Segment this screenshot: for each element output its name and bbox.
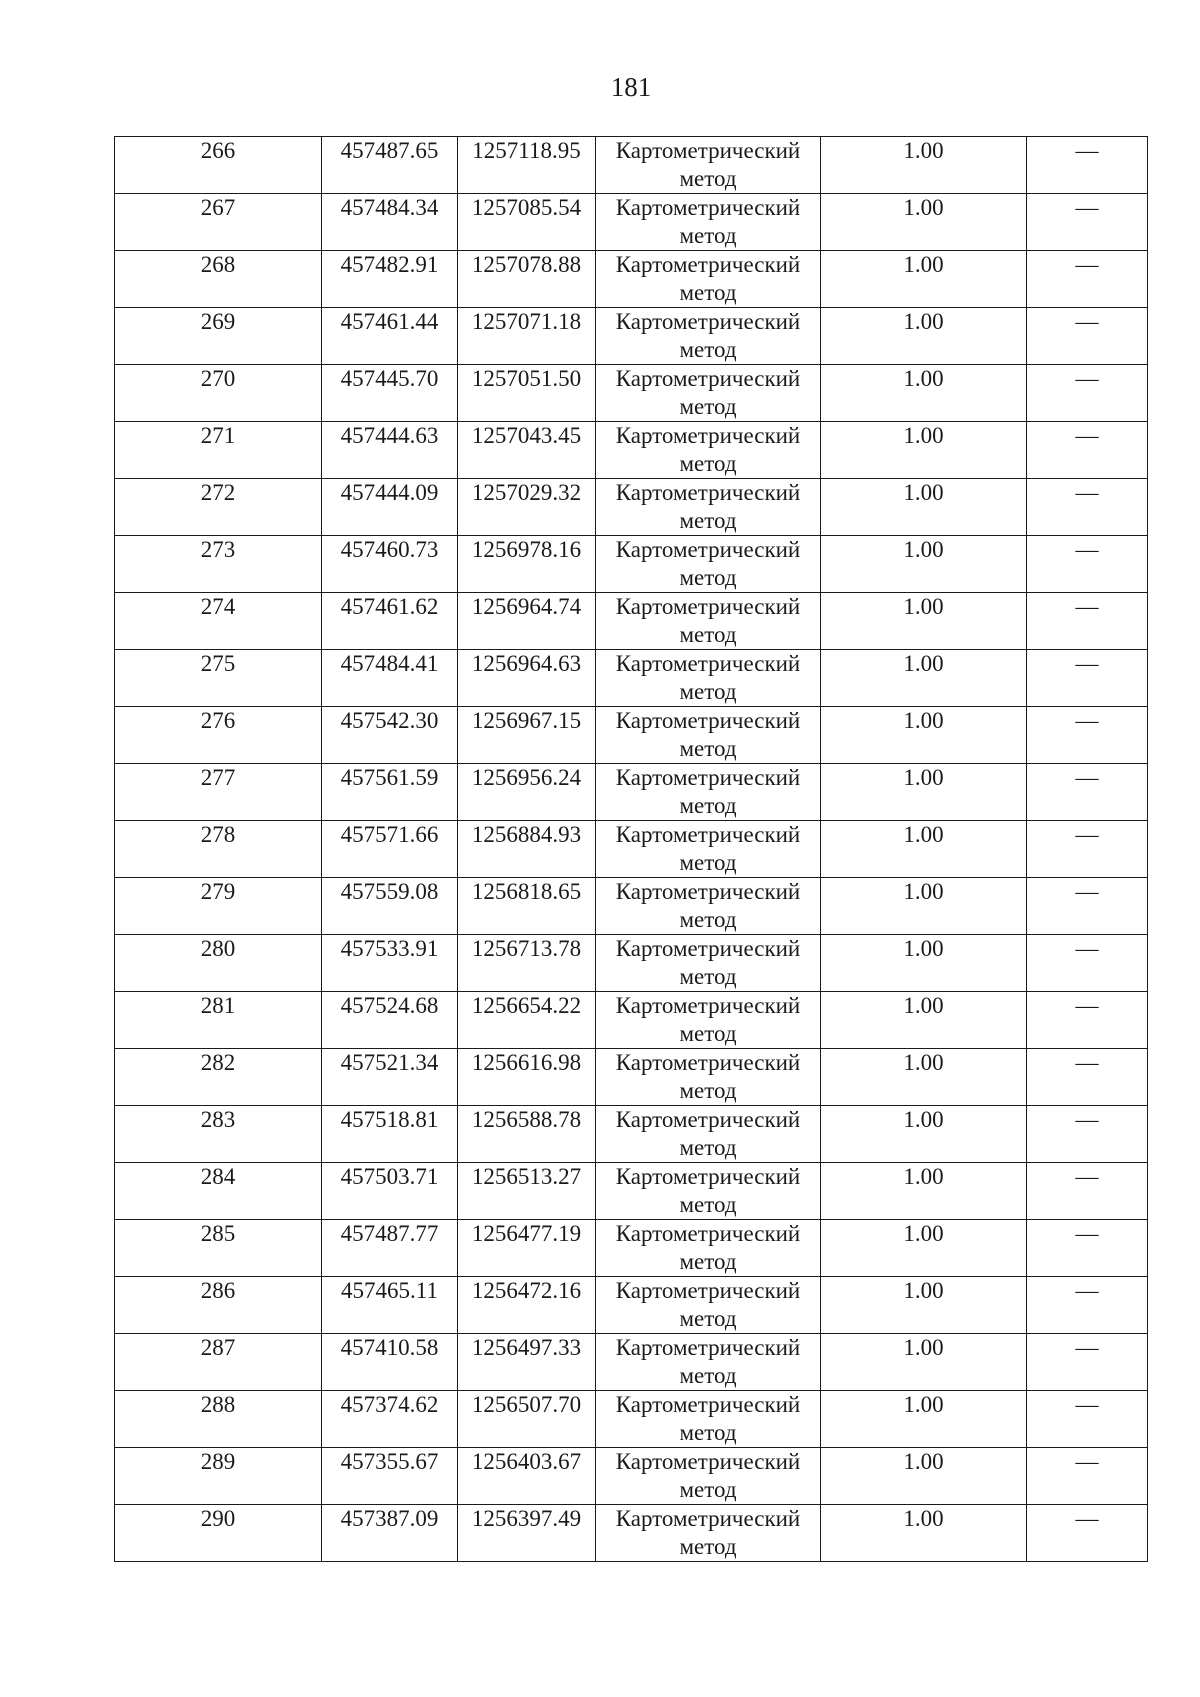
- point-number-cell: 274: [115, 593, 322, 650]
- method-label-line1: Картометрический: [615, 480, 801, 505]
- table-row: [115, 593, 1148, 650]
- accuracy-cell: 1.00: [821, 251, 1027, 308]
- note-cell: —: [1027, 536, 1148, 593]
- note-cell: —: [1027, 422, 1148, 479]
- y-coordinate-cell: 1256513.27: [458, 1163, 596, 1220]
- x-coordinate-cell: 457559.08: [322, 878, 458, 935]
- table-row: [115, 1220, 1148, 1277]
- method-label-line2: метод: [679, 1078, 737, 1103]
- method-label-line2: метод: [679, 565, 737, 590]
- method-label-line2: метод: [679, 337, 737, 362]
- method-label-line2: метод: [679, 1249, 737, 1274]
- y-coordinate-cell: 1257085.54: [458, 194, 596, 251]
- method-cell: [596, 1163, 821, 1220]
- point-number-cell: 283: [115, 1106, 322, 1163]
- note-cell: —: [1027, 707, 1148, 764]
- point-number-cell: 268: [115, 251, 322, 308]
- accuracy-cell: 1.00: [821, 1220, 1027, 1277]
- y-coordinate-cell: 1256964.63: [458, 650, 596, 707]
- method-cell: [596, 194, 821, 251]
- table-row: [115, 992, 1148, 1049]
- method-cell: [596, 365, 821, 422]
- y-coordinate-cell: 1256964.74: [458, 593, 596, 650]
- method-label-line1: Картометрический: [615, 993, 801, 1018]
- method-cell: [596, 1049, 821, 1106]
- method-label-line2: метод: [679, 1477, 737, 1502]
- table-row: [115, 422, 1148, 479]
- accuracy-cell: 1.00: [821, 365, 1027, 422]
- coordinates-table: [114, 136, 1148, 1562]
- accuracy-cell: 1.00: [821, 308, 1027, 365]
- method-label-line2: метод: [679, 793, 737, 818]
- method-label-line2: метод: [679, 1192, 737, 1217]
- method-label-line1: Картометрический: [615, 537, 801, 562]
- method-cell: [596, 1106, 821, 1163]
- x-coordinate-cell: 457521.34: [322, 1049, 458, 1106]
- y-coordinate-cell: 1256472.16: [458, 1277, 596, 1334]
- table-row: [115, 878, 1148, 935]
- method-label-line2: метод: [679, 1534, 737, 1559]
- note-cell: —: [1027, 194, 1148, 251]
- method-label-line1: Картометрический: [615, 366, 801, 391]
- accuracy-cell: 1.00: [821, 1106, 1027, 1163]
- note-cell: —: [1027, 1277, 1148, 1334]
- accuracy-cell: 1.00: [821, 764, 1027, 821]
- table-row: [115, 764, 1148, 821]
- point-number-cell: 272: [115, 479, 322, 536]
- method-label-line2: метод: [679, 679, 737, 704]
- method-cell: [596, 137, 821, 194]
- method-cell: [596, 1391, 821, 1448]
- table-row: [115, 479, 1148, 536]
- method-cell: [596, 1220, 821, 1277]
- table-row: [115, 1448, 1148, 1505]
- method-label-line2: метод: [679, 1135, 737, 1160]
- method-label-line2: метод: [679, 964, 737, 989]
- x-coordinate-cell: 457482.91: [322, 251, 458, 308]
- y-coordinate-cell: 1257071.18: [458, 308, 596, 365]
- point-number-cell: 271: [115, 422, 322, 479]
- note-cell: —: [1027, 593, 1148, 650]
- y-coordinate-cell: 1257118.95: [458, 137, 596, 194]
- accuracy-cell: 1.00: [821, 1448, 1027, 1505]
- accuracy-cell: 1.00: [821, 650, 1027, 707]
- note-cell: —: [1027, 479, 1148, 536]
- note-cell: —: [1027, 764, 1148, 821]
- method-cell: [596, 1505, 821, 1562]
- method-label-line2: метод: [679, 736, 737, 761]
- x-coordinate-cell: 457445.70: [322, 365, 458, 422]
- method-cell: [596, 1448, 821, 1505]
- x-coordinate-cell: 457484.34: [322, 194, 458, 251]
- table-row: [115, 1334, 1148, 1391]
- point-number-cell: 282: [115, 1049, 322, 1106]
- method-cell: [596, 821, 821, 878]
- y-coordinate-cell: 1257043.45: [458, 422, 596, 479]
- method-label-line2: метод: [679, 850, 737, 875]
- note-cell: —: [1027, 992, 1148, 1049]
- accuracy-cell: 1.00: [821, 1277, 1027, 1334]
- method-label-line2: метод: [679, 451, 737, 476]
- note-cell: —: [1027, 1220, 1148, 1277]
- accuracy-cell: 1.00: [821, 137, 1027, 194]
- point-number-cell: 285: [115, 1220, 322, 1277]
- accuracy-cell: 1.00: [821, 707, 1027, 764]
- method-label-line2: метод: [679, 907, 737, 932]
- table-row: [115, 308, 1148, 365]
- method-label-line1: Картометрический: [615, 309, 801, 334]
- point-number-cell: 284: [115, 1163, 322, 1220]
- note-cell: —: [1027, 650, 1148, 707]
- method-cell: [596, 251, 821, 308]
- x-coordinate-cell: 457374.62: [322, 1391, 458, 1448]
- method-label-line2: метод: [679, 508, 737, 533]
- x-coordinate-cell: 457571.66: [322, 821, 458, 878]
- y-coordinate-cell: 1256403.67: [458, 1448, 596, 1505]
- method-label-line1: Картометрический: [615, 822, 801, 847]
- method-label-line1: Картометрический: [615, 423, 801, 448]
- table-row: [115, 1106, 1148, 1163]
- accuracy-cell: 1.00: [821, 878, 1027, 935]
- table-row: [115, 935, 1148, 992]
- method-label-line1: Картометрический: [615, 1335, 801, 1360]
- x-coordinate-cell: 457444.09: [322, 479, 458, 536]
- point-number-cell: 273: [115, 536, 322, 593]
- method-label-line1: Картометрический: [615, 936, 801, 961]
- method-cell: [596, 992, 821, 1049]
- method-cell: [596, 1334, 821, 1391]
- method-label-line2: метод: [679, 394, 737, 419]
- method-cell: [596, 593, 821, 650]
- accuracy-cell: 1.00: [821, 422, 1027, 479]
- x-coordinate-cell: 457487.77: [322, 1220, 458, 1277]
- method-label-line1: Картометрический: [615, 594, 801, 619]
- method-cell: [596, 707, 821, 764]
- method-label-line1: Картометрический: [615, 879, 801, 904]
- x-coordinate-cell: 457487.65: [322, 137, 458, 194]
- method-label-line1: Картометрический: [615, 252, 801, 277]
- accuracy-cell: 1.00: [821, 1163, 1027, 1220]
- accuracy-cell: 1.00: [821, 194, 1027, 251]
- note-cell: —: [1027, 1049, 1148, 1106]
- accuracy-cell: 1.00: [821, 1505, 1027, 1562]
- table-row: [115, 821, 1148, 878]
- method-label-line2: метод: [679, 622, 737, 647]
- method-label-line2: метод: [679, 166, 737, 191]
- note-cell: —: [1027, 1391, 1148, 1448]
- table-row: [115, 1049, 1148, 1106]
- x-coordinate-cell: 457503.71: [322, 1163, 458, 1220]
- accuracy-cell: 1.00: [821, 935, 1027, 992]
- method-label-line1: Картометрический: [615, 138, 801, 163]
- table-row: [115, 194, 1148, 251]
- note-cell: —: [1027, 1334, 1148, 1391]
- accuracy-cell: 1.00: [821, 593, 1027, 650]
- table-row: [115, 1163, 1148, 1220]
- table-row: [115, 707, 1148, 764]
- note-cell: —: [1027, 878, 1148, 935]
- note-cell: —: [1027, 137, 1148, 194]
- point-number-cell: 286: [115, 1277, 322, 1334]
- method-cell: [596, 308, 821, 365]
- method-label-line2: метод: [679, 1420, 737, 1445]
- y-coordinate-cell: 1256497.33: [458, 1334, 596, 1391]
- point-number-cell: 279: [115, 878, 322, 935]
- y-coordinate-cell: 1256978.16: [458, 536, 596, 593]
- accuracy-cell: 1.00: [821, 821, 1027, 878]
- point-number-cell: 289: [115, 1448, 322, 1505]
- method-label-line1: Картометрический: [615, 1506, 801, 1531]
- point-number-cell: 280: [115, 935, 322, 992]
- x-coordinate-cell: 457410.58: [322, 1334, 458, 1391]
- y-coordinate-cell: 1256507.70: [458, 1391, 596, 1448]
- method-cell: [596, 878, 821, 935]
- y-coordinate-cell: 1256588.78: [458, 1106, 596, 1163]
- y-coordinate-cell: 1256884.93: [458, 821, 596, 878]
- method-label-line1: Картометрический: [615, 651, 801, 676]
- y-coordinate-cell: 1256713.78: [458, 935, 596, 992]
- method-label-line1: Картометрический: [615, 1449, 801, 1474]
- method-label-line2: метод: [679, 1021, 737, 1046]
- x-coordinate-cell: 457461.44: [322, 308, 458, 365]
- coordinates-table-body: [115, 137, 1148, 1562]
- method-label-line1: Картометрический: [615, 1164, 801, 1189]
- note-cell: —: [1027, 1505, 1148, 1562]
- page-number: 181: [610, 72, 652, 102]
- note-cell: —: [1027, 1448, 1148, 1505]
- x-coordinate-cell: 457484.41: [322, 650, 458, 707]
- x-coordinate-cell: 457460.73: [322, 536, 458, 593]
- method-cell: [596, 1277, 821, 1334]
- point-number-cell: 278: [115, 821, 322, 878]
- y-coordinate-cell: 1256967.15: [458, 707, 596, 764]
- table-row: [115, 650, 1148, 707]
- method-cell: [596, 935, 821, 992]
- method-label-line1: Картометрический: [615, 1278, 801, 1303]
- point-number-cell: 275: [115, 650, 322, 707]
- y-coordinate-cell: 1256654.22: [458, 992, 596, 1049]
- x-coordinate-cell: 457518.81: [322, 1106, 458, 1163]
- x-coordinate-cell: 457387.09: [322, 1505, 458, 1562]
- note-cell: —: [1027, 821, 1148, 878]
- method-label-line1: Картометрический: [615, 1050, 801, 1075]
- method-cell: [596, 764, 821, 821]
- table-row: [115, 1505, 1148, 1562]
- point-number-cell: 281: [115, 992, 322, 1049]
- method-label-line1: Картометрический: [615, 1392, 801, 1417]
- accuracy-cell: 1.00: [821, 479, 1027, 536]
- note-cell: —: [1027, 1163, 1148, 1220]
- x-coordinate-cell: 457461.62: [322, 593, 458, 650]
- note-cell: —: [1027, 935, 1148, 992]
- point-number-cell: 287: [115, 1334, 322, 1391]
- method-cell: [596, 536, 821, 593]
- method-label-line1: Картометрический: [615, 708, 801, 733]
- point-number-cell: 270: [115, 365, 322, 422]
- method-label-line2: метод: [679, 280, 737, 305]
- point-number-cell: 277: [115, 764, 322, 821]
- method-label-line2: метод: [679, 1306, 737, 1331]
- method-label-line2: метод: [679, 1363, 737, 1388]
- x-coordinate-cell: 457561.59: [322, 764, 458, 821]
- x-coordinate-cell: 457524.68: [322, 992, 458, 1049]
- point-number-cell: 276: [115, 707, 322, 764]
- x-coordinate-cell: 457355.67: [322, 1448, 458, 1505]
- accuracy-cell: 1.00: [821, 992, 1027, 1049]
- accuracy-cell: 1.00: [821, 1391, 1027, 1448]
- method-cell: [596, 650, 821, 707]
- x-coordinate-cell: 457533.91: [322, 935, 458, 992]
- y-coordinate-cell: 1257029.32: [458, 479, 596, 536]
- point-number-cell: 290: [115, 1505, 322, 1562]
- y-coordinate-cell: 1256956.24: [458, 764, 596, 821]
- method-label-line1: Картометрический: [615, 765, 801, 790]
- table-row: [115, 1277, 1148, 1334]
- y-coordinate-cell: 1256397.49: [458, 1505, 596, 1562]
- table-row: [115, 251, 1148, 308]
- x-coordinate-cell: 457444.63: [322, 422, 458, 479]
- method-cell: [596, 422, 821, 479]
- point-number-cell: 266: [115, 137, 322, 194]
- note-cell: —: [1027, 1106, 1148, 1163]
- y-coordinate-cell: 1257051.50: [458, 365, 596, 422]
- method-label-line1: Картометрический: [615, 1107, 801, 1132]
- table-row: [115, 536, 1148, 593]
- method-label-line2: метод: [679, 223, 737, 248]
- y-coordinate-cell: 1257078.88: [458, 251, 596, 308]
- accuracy-cell: 1.00: [821, 1049, 1027, 1106]
- point-number-cell: 288: [115, 1391, 322, 1448]
- x-coordinate-cell: 457465.11: [322, 1277, 458, 1334]
- point-number-cell: 269: [115, 308, 322, 365]
- accuracy-cell: 1.00: [821, 536, 1027, 593]
- note-cell: —: [1027, 365, 1148, 422]
- x-coordinate-cell: 457542.30: [322, 707, 458, 764]
- y-coordinate-cell: 1256818.65: [458, 878, 596, 935]
- table-row: [115, 137, 1148, 194]
- accuracy-cell: 1.00: [821, 1334, 1027, 1391]
- note-cell: —: [1027, 251, 1148, 308]
- method-label-line1: Картометрический: [615, 1221, 801, 1246]
- table-row: [115, 365, 1148, 422]
- note-cell: —: [1027, 308, 1148, 365]
- y-coordinate-cell: 1256477.19: [458, 1220, 596, 1277]
- table-row: [115, 1391, 1148, 1448]
- method-cell: [596, 479, 821, 536]
- point-number-cell: 267: [115, 194, 322, 251]
- method-label-line1: Картометрический: [615, 195, 801, 220]
- y-coordinate-cell: 1256616.98: [458, 1049, 596, 1106]
